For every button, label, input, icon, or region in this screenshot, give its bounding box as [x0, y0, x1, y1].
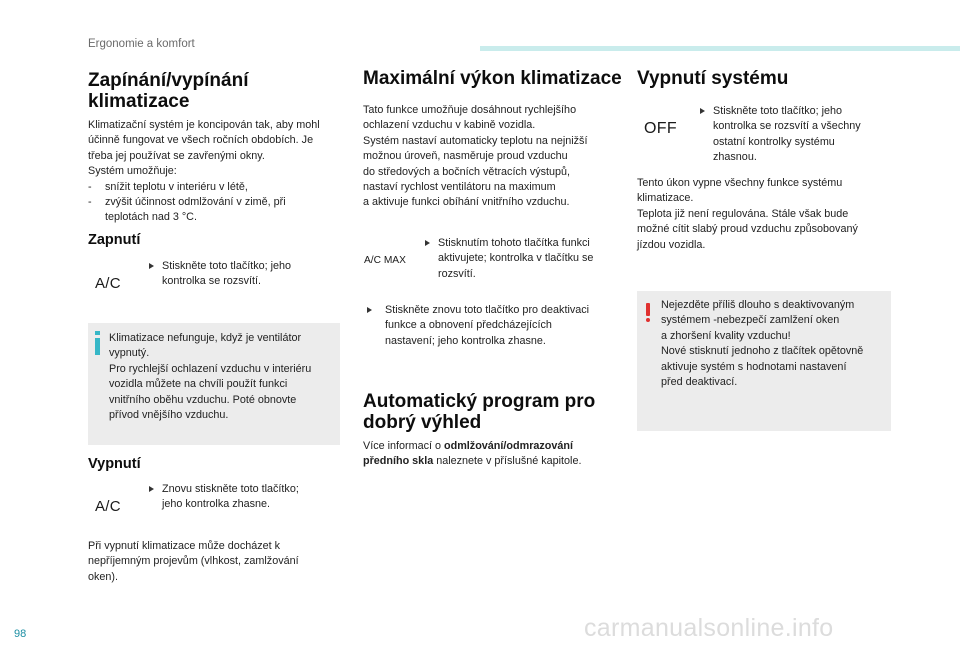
max-intro: Tato funkce umožňuje dosáhnout rychlejšího ochlazení vzduchu v kabině vozidla. Systém nastaví automaticky teplotu na nejnižší možnou úroveň, nasměruje proud vzduchu do středových a bočních větracích výstupů, nastaví rychlost ventilátoru na maximum a aktivuje funkci obíhání vnitřního vzduchu. — [363, 104, 588, 209]
page-number: 98 — [14, 628, 27, 640]
ac-max-button-label: A/C MAX — [364, 255, 406, 266]
list-item: - zvýšit účinnost odmlžování v zimě, při teplotách nad 3 °C. — [88, 196, 286, 224]
header-bar — [480, 46, 960, 51]
title-system-off: Vypnutí systému — [637, 68, 789, 89]
title-auto-visibility: Automatický program pro dobrý výhled — [363, 391, 596, 433]
watermark: carmanualsonline.info — [584, 614, 834, 642]
ac-button-label: A/C — [95, 498, 121, 515]
heading-on: Zapnutí — [88, 232, 141, 248]
warning-note: Nejezděte příliš dlouho s deaktivovaným systémem -nebezpečí zamlžení oken a zhoršení kvality vzduchu! Nové stisknutí jednoho z tlačítek opětovně aktivuje systém s hodnotami nastavení před deaktivací. — [637, 291, 891, 431]
ac-intro: Klimatizační systém je koncipován tak, aby mohl účinně fungovat ve všech ročních obdobích. Je třeba jej používat se zavřenými okny. Systém umožňuje: - snížit teplotu v interiéru v létě, - zvýšit účinnost odmlžování v zimě, při teplotách nad 3 °C. — [88, 118, 348, 226]
off-button-label: OFF — [644, 120, 677, 137]
system-off-text: Tento úkon vypne všechny funkce systému klimatizace. Teplota již není regulována. Stále však bude možné cítit slabý proud vzduchu způsobovaný jízdou vozidla. — [637, 177, 858, 251]
ac-max-instruction: Stisknutím tohoto tlačítka funkci aktivujete; kontrolka v tlačítku se rozsvítí. — [438, 236, 618, 282]
title-ac-onoff: Zapínání/vypínání klimatizace — [88, 70, 249, 112]
info-note: Klimatizace nefunguje, když je ventilátor vypnutý. Pro rychlejší ochlazení vzduchu v interiéru vozidla můžete na chvíli použít funkci vnitřního oběhu vzduchu. Poté obnovte přívod vnějšího vzduchu. — [88, 323, 340, 445]
warning-icon — [646, 303, 650, 316]
ac-on-instruction: Stiskněte toto tlačítko; jeho kontrolka se rozsvítí. — [162, 259, 342, 290]
section-header: Ergonomie a komfort — [88, 38, 195, 50]
bullet-icon — [367, 307, 372, 313]
bullet-icon — [425, 240, 430, 246]
bullet-icon — [149, 486, 154, 492]
off-instruction: Stiskněte toto tlačítko; jeho kontrolka se rozsvítí a všechny ostatní kontrolky systému zhasnou. — [713, 104, 893, 166]
ac-max-deactivate: Stiskněte znovu toto tlačítko pro deaktivaci funkce a obnovení předcházejících nastavení; jeho kontrolka zhasne. — [385, 303, 625, 349]
heading-off: Vypnutí — [88, 456, 141, 472]
auto-visibility-text: Více informací o odmlžování/odmrazování předního skla naleznete v příslušné kapitole. — [363, 440, 582, 468]
bullet-icon — [149, 263, 154, 269]
title-max-cooling: Maximální výkon klimatizace — [363, 68, 622, 89]
list-item: - snížit teplotu v interiéru v létě, — [88, 180, 248, 193]
ac-off-instruction: Znovu stiskněte toto tlačítko; jeho kontrolka zhasne. — [162, 482, 342, 513]
ac-button-label: A/C — [95, 275, 121, 292]
info-icon — [95, 331, 100, 335]
bullet-icon — [700, 108, 705, 114]
ac-off-outro: Při vypnutí klimatizace může docházet k nepříjemným projevům (vlhkost, zamlžování oken). — [88, 540, 299, 583]
